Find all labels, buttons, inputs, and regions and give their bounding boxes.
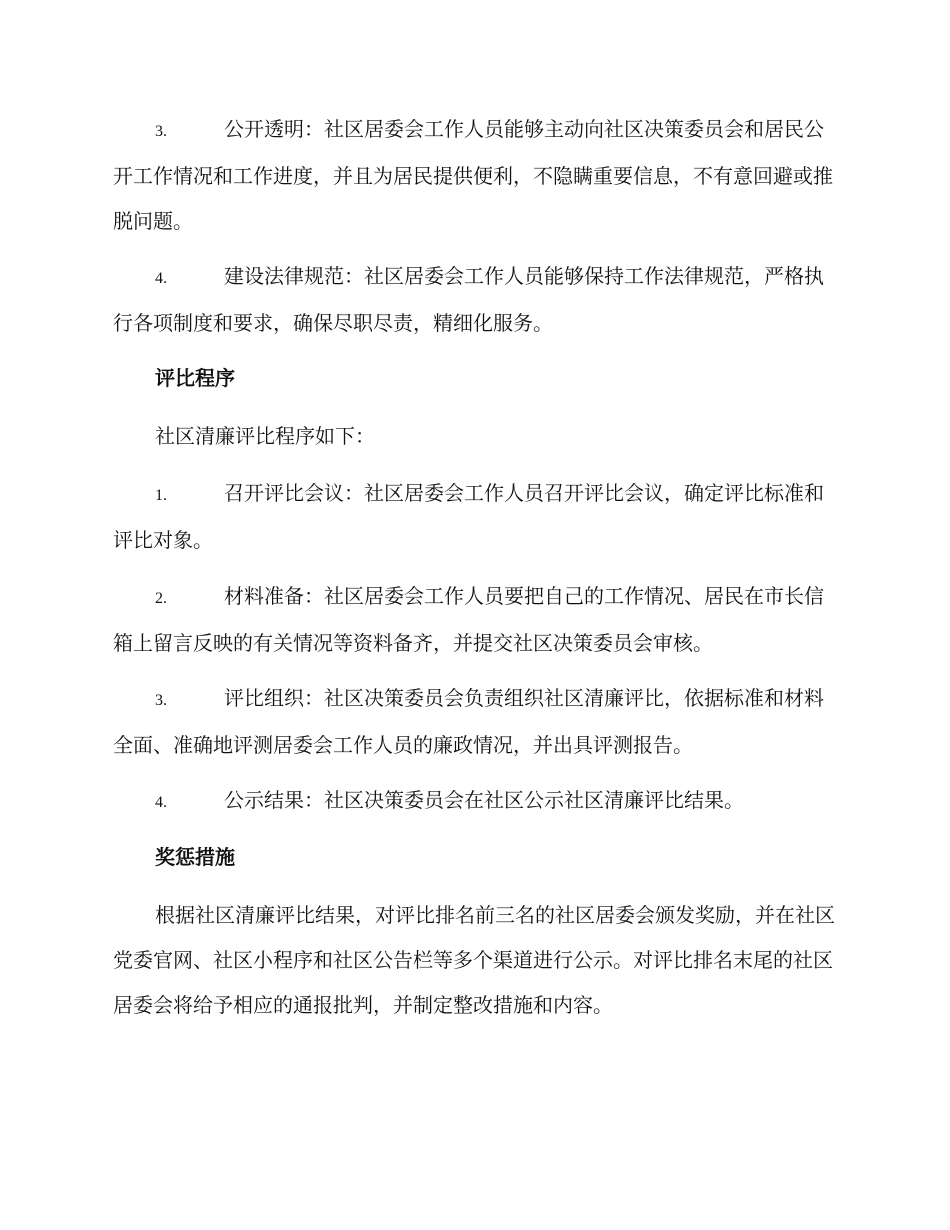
list-item-number: 3. (155, 123, 167, 140)
section-heading-procedure: 评比程序 (155, 366, 235, 390)
list-item-text: 召开评比会议：社区居委会工作人员召开评比会议，确定评比标准和评比对象。 (113, 481, 824, 552)
list-item (113, 254, 837, 346)
list-item (113, 676, 837, 768)
list-item-text: 材料准备：社区居委会工作人员要把自己的工作情况、居民在市长信箱上留言反映的有关情况等资料备齐，并提交社区决策委员会审核。 (113, 584, 824, 655)
list-item (113, 107, 837, 244)
rewards-paragraph: 根据社区清廉评比结果，对评比排名前三名的社区居委会颁发奖励，并在社区党委官网、社区小程序和社区公告栏等多个渠道进行公示。对评比排名末尾的社区居委会将给予相应的通报批判，并制定整改措施和内容。 (113, 903, 835, 1017)
section-heading-rewards: 奖惩措施 (155, 845, 235, 869)
list-item (113, 574, 837, 666)
list-item-number: 1. (155, 487, 167, 504)
list-item (113, 471, 837, 563)
list-item (113, 778, 837, 825)
list-item-text: 公开透明：社区居委会工作人员能够主动向社区决策委员会和居民公开工作情况和工作进度，并且为居民提供便利，不隐瞒重要信息，不有意回避或推脱问题。 (113, 117, 833, 233)
list-item-number: 4. (155, 270, 167, 287)
list-item-number: 3. (155, 692, 167, 709)
list-item-text: 评比组织：社区决策委员会负责组织社区清廉评比，依据标准和材料全面、准确地评测居委会工作人员的廉政情况，并出具评测报告。 (113, 686, 824, 757)
list-item-text: 公示结果：社区决策委员会在社区公示社区清廉评比结果。 (224, 788, 744, 812)
list-item-number: 2. (155, 590, 167, 607)
list-item-number: 4. (155, 794, 167, 811)
list-item-text: 建设法律规范：社区居委会工作人员能够保持工作法律规范，严格执行各项制度和要求，确保尽职尽责，精细化服务。 (113, 264, 824, 335)
procedure-intro: 社区清廉评比程序如下： (155, 424, 375, 448)
